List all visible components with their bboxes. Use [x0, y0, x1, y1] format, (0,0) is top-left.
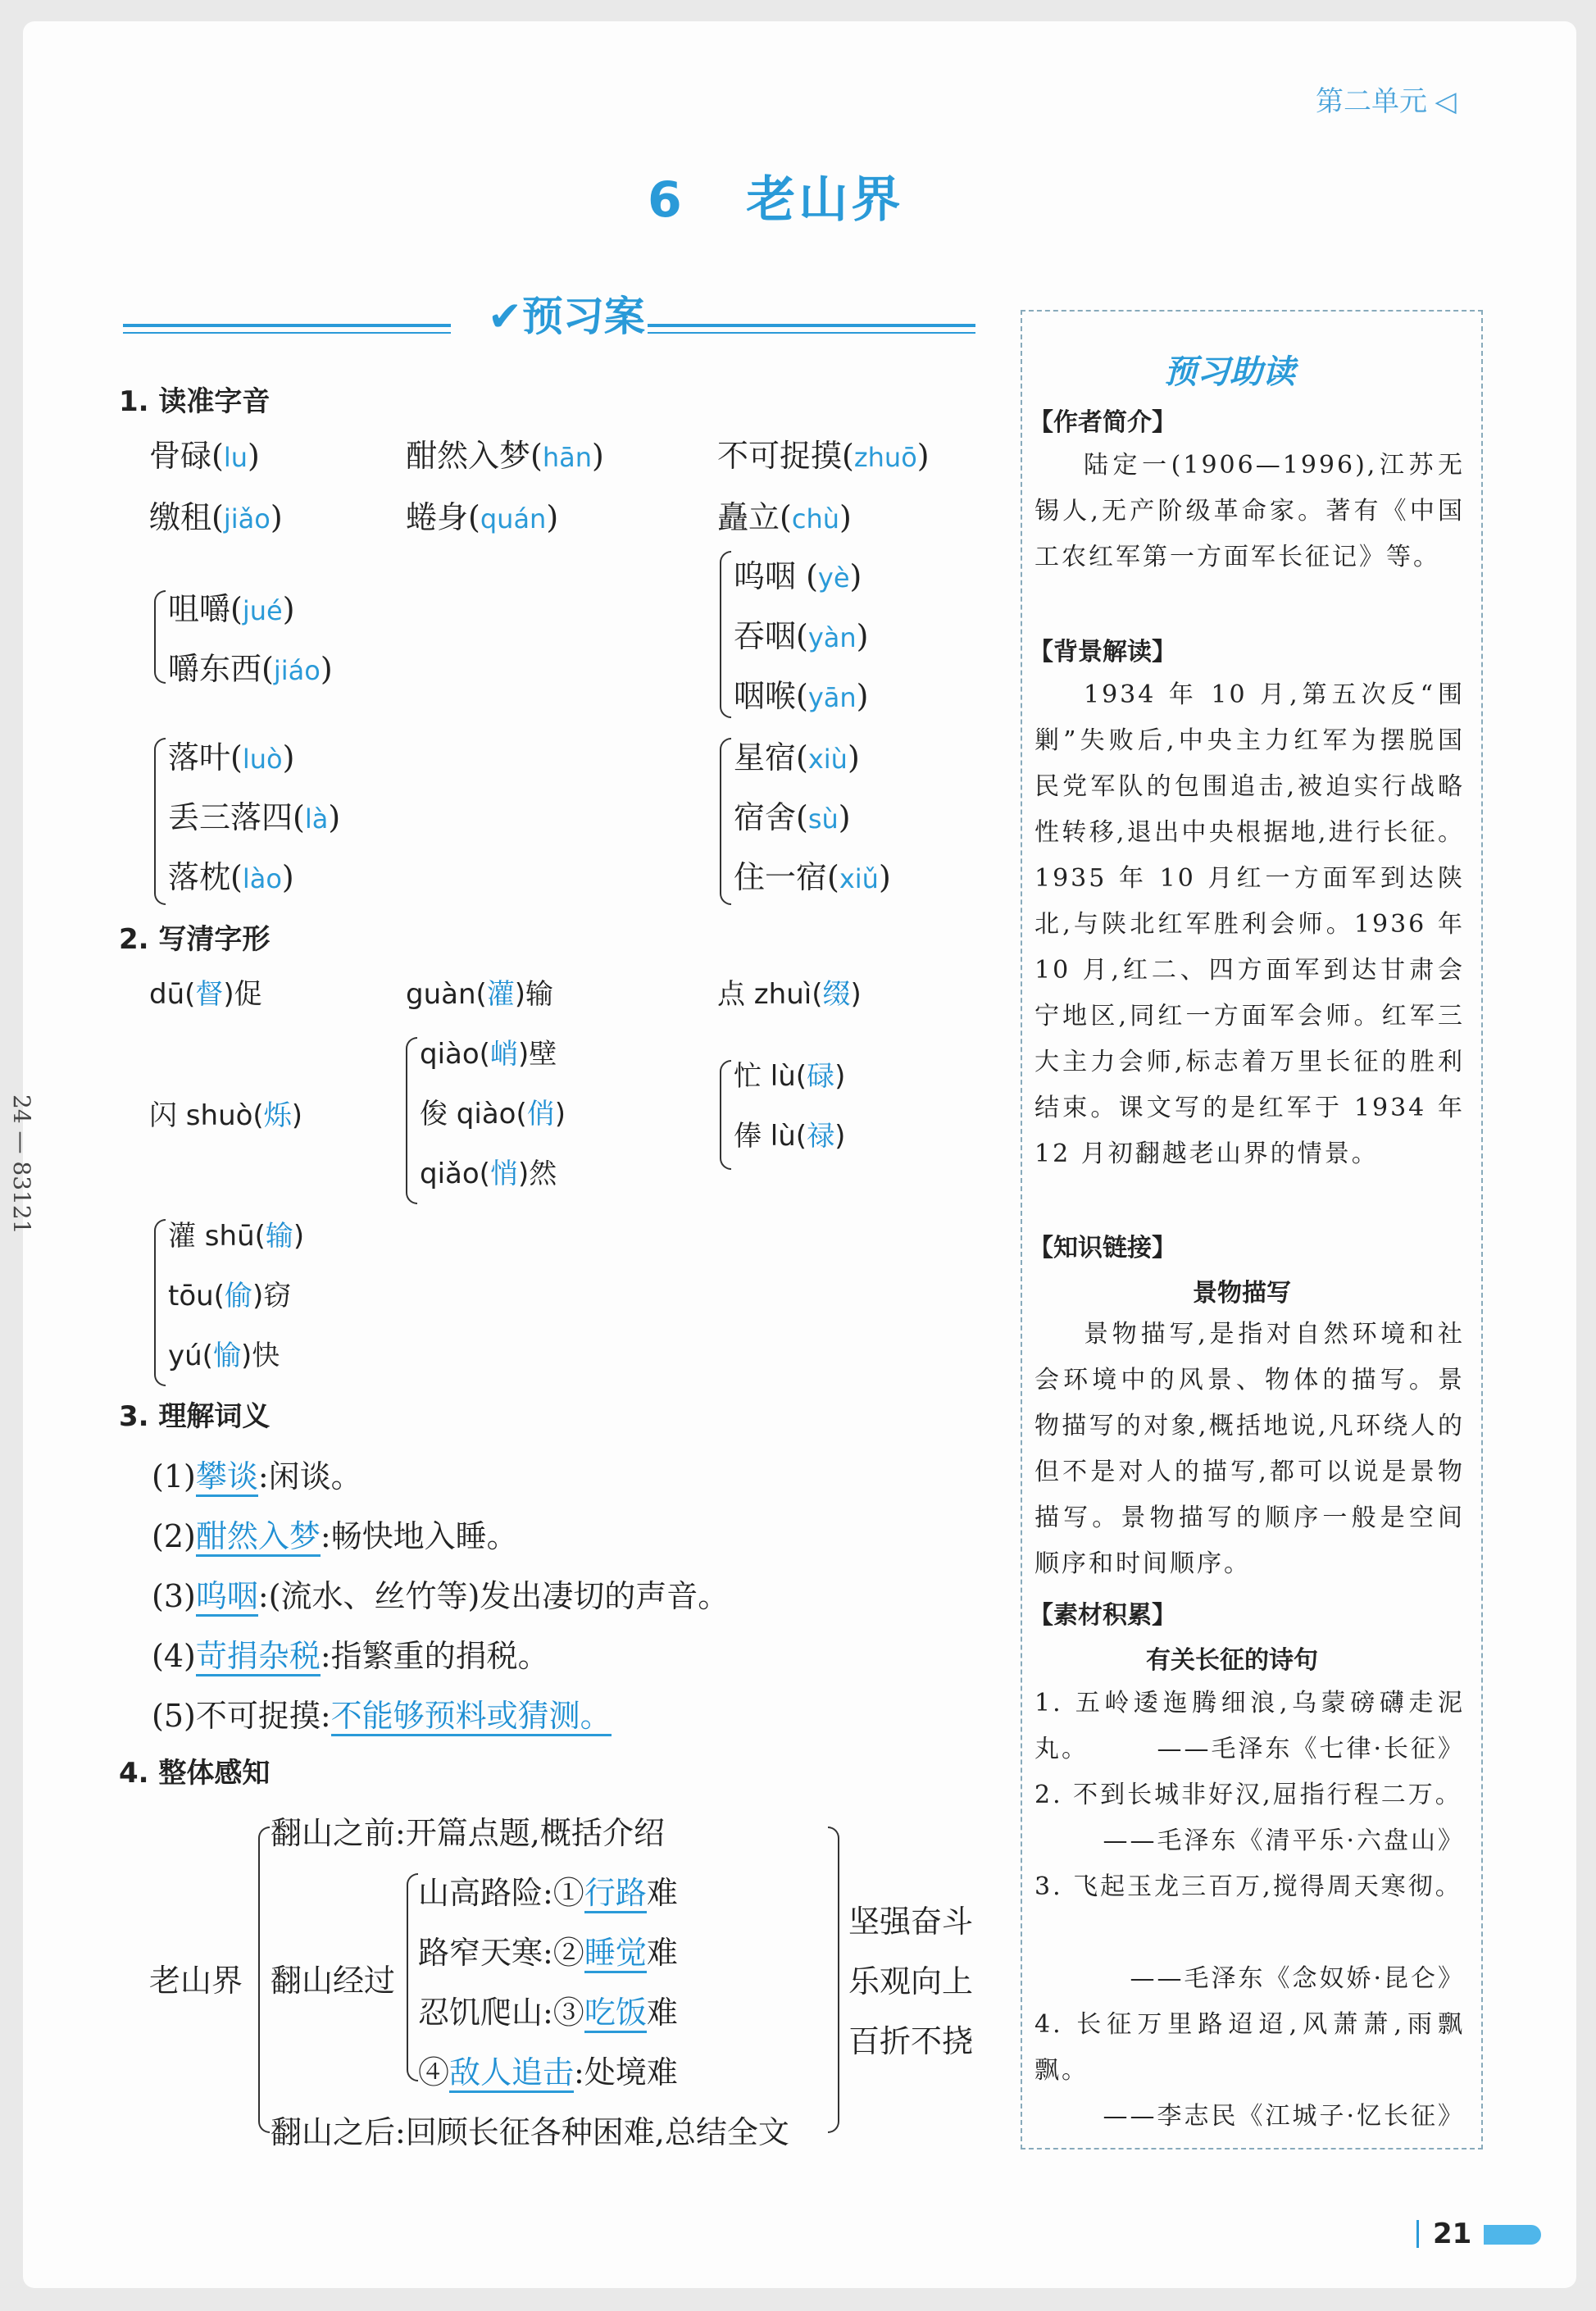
tree-before: 翻山之前:开篇点题,概括介绍 [271, 1815, 665, 1851]
aid-head-knowledge: 【知识链接】 [1029, 1234, 1176, 1262]
banner-title: ✔预习案 [488, 293, 645, 340]
section-4-title: 4. 整体感知 [119, 1757, 271, 1790]
glyph-j2: tōu(偷)窃 [168, 1280, 292, 1312]
aid-poem-4: 4. 长征万里路迢迢,风萧萧,雨飘飘。 [1034, 2010, 1465, 2085]
section-2-title: 2. 写清字形 [119, 923, 271, 956]
unit-label: 第二单元 ◁ [1316, 86, 1457, 117]
quality-1: 坚强奋斗 [848, 1904, 974, 1940]
word-b2: 蜷身(quán) [406, 499, 559, 535]
word-d3: 咽喉(yān) [734, 678, 869, 714]
aid-head-background: 【背景解读】 [1029, 638, 1176, 666]
brace-h [406, 1037, 417, 1204]
brace-tree-main [258, 1827, 270, 2133]
section-3-title: 3. 理解词义 [119, 1400, 271, 1433]
brace-c [154, 590, 166, 684]
tree-d2: 路窄天寒:②睡觉难 [418, 1927, 678, 1972]
banner-line-right-thin [648, 332, 975, 334]
tree-d3: 忍饥爬山:③吃饭难 [418, 1987, 678, 2032]
glyph-i1: 忙 lù(碌) [734, 1060, 846, 1093]
banner-line-right [648, 324, 975, 327]
section-1-title: 1. 读准字音 [119, 385, 271, 418]
aid-poem-2: 2. 不到长城非好汉,屈指行程二万。 [1034, 1781, 1462, 1809]
reading-aid-title: 预习助读 [1164, 353, 1295, 391]
checkmark-icon: ✔ [488, 293, 522, 340]
page-number-bar [1416, 2220, 1419, 2248]
glyph-g3: 点 zhuì(缀) [717, 978, 862, 1011]
word-e3: 落枕(lào) [168, 859, 294, 895]
word-e1: 落叶(luò) [168, 739, 295, 776]
brace-e [154, 738, 166, 905]
def-4: (4)苛捐杂税:指繁重的捐税。 [152, 1631, 549, 1676]
brace-tree-during [407, 1873, 418, 2081]
lesson-title: 6 老山界 [648, 171, 904, 229]
aid-src-4: ——李志民《江城子·忆长征》 [1103, 2102, 1465, 2131]
brace-tree-right [828, 1827, 839, 2133]
aid-head-author: 【作者简介】 [1029, 408, 1176, 437]
glyph-h2: 俊 qiào(俏) [420, 1098, 566, 1130]
aid-scenery-text: 景物描写,是指对自然环境和社会环境中的风景、物体的描写。景物描写的对象,概括地说,凡环绕人的但不是对人的描写,都可以说是景物描写。景物描写的顺序一般是空间顺序和时间顺序。 [1034, 1320, 1465, 1578]
aid-head-material: 【素材积累】 [1029, 1601, 1176, 1630]
side-code: 24 — 83121 [8, 1094, 35, 1235]
word-a2: 酣然入梦(hān) [406, 438, 604, 474]
brace-i [720, 1060, 731, 1170]
aid-background-text: 1934 年 10 月,第五次反“围剿”失败后,中央主力红军为摆脱国民党军队的包围追击,被迫实行战略性转移,退出中央根据地,进行长征。1935 年 10 月红一方面军到达陕北,与陕北红军胜利会师。1936 年 10 月,红二、四方面军到达甘肃会宁地区,同红一方面军会师。红军三大主力会师,标志着万里长征的胜利结束。课文写的是红军于 1934 年 12 月初翻越老山界的情景。 [1034, 680, 1465, 1168]
word-a1: 骨碌(lu) [149, 438, 260, 474]
word-f1: 星宿(xiù) [734, 739, 860, 776]
glyph-h3: qiǎo(悄)然 [420, 1158, 557, 1190]
word-a3: 不可捉摸(zhuō) [717, 438, 930, 474]
aid-sub-scenery: 景物描写 [1193, 1279, 1291, 1308]
word-f2: 宿舍(sù) [734, 799, 851, 835]
glyph-i2: 俸 lù(禄) [734, 1120, 846, 1153]
brace-d [720, 551, 731, 718]
word-d1: 呜咽 (yè) [734, 558, 862, 594]
tree-during: 翻山经过 [271, 1963, 396, 1999]
brace-j [154, 1219, 166, 1386]
word-f3: 住一宿(xiǔ) [734, 859, 891, 895]
quality-2: 乐观向上 [848, 1963, 974, 1999]
glyph-g1: dū(督)促 [149, 978, 262, 1011]
aid-poem-1: 1. 五岭逶迤腾细浪,乌蒙磅礴走泥丸。 [1034, 1689, 1465, 1763]
brace-f [720, 738, 731, 905]
glyph-g2: guàn(灌)输 [406, 978, 554, 1011]
page-number: 21 [1433, 2218, 1472, 2250]
triangle-left-icon: ◁ [1435, 86, 1457, 117]
def-1: (1)攀谈:闲谈。 [152, 1451, 362, 1496]
glyph-h0: 闪 shuò(烁) [149, 1099, 302, 1132]
tree-after: 翻山之后:回顾长征各种困难,总结全文 [271, 2114, 789, 2150]
aid-poem-3: 3. 飞起玉龙三百万,搅得周天寒彻。 [1034, 1872, 1462, 1901]
word-e2: 丢三落四(là) [168, 799, 341, 835]
glyph-j1: 灌 shū(输) [168, 1220, 305, 1253]
banner-line-left [123, 324, 451, 327]
aid-src-1: ——毛泽东《七律·长征》 [1157, 1735, 1465, 1763]
aid-author-text: 陆定一(1906—1996),江苏无锡人,无产阶级革命家。著有《中国工农红军第一方面军长征记》等。 [1034, 451, 1465, 571]
word-c1: 咀嚼(jué) [168, 591, 295, 627]
word-b1: 缴租(jiǎo) [149, 499, 283, 535]
page-tab-decoration [1484, 2225, 1541, 2245]
def-2: (2)酣然入梦:畅快地入睡。 [152, 1511, 518, 1556]
aid-sub-poems: 有关长征的诗句 [1146, 1646, 1318, 1675]
def-5: (5)不可捉摸:不能够预料或猜测。 [152, 1690, 612, 1736]
quality-3: 百折不挠 [848, 2023, 974, 2059]
glyph-j3: yú(愉)快 [168, 1340, 280, 1372]
tree-d4: ④敌人追击:处境难 [418, 2047, 678, 2092]
aid-src-3: ——毛泽东《念奴娇·昆仑》 [1130, 1964, 1465, 1993]
banner-line-left-thin [123, 332, 451, 334]
word-d2: 吞咽(yàn) [734, 618, 869, 654]
word-b3: 矗立(chù) [717, 499, 852, 535]
aid-src-2: ——毛泽东《清平乐·六盘山》 [1103, 1827, 1465, 1855]
word-c2: 嚼东西(jiáo) [168, 651, 333, 687]
def-3: (3)呜咽:(流水、丝竹等)发出凄切的声音。 [152, 1571, 729, 1616]
tree-root: 老山界 [149, 1963, 243, 1999]
tree-d1: 山高路险:①行路难 [418, 1867, 678, 1913]
glyph-h1: qiào(峭)壁 [420, 1038, 557, 1071]
